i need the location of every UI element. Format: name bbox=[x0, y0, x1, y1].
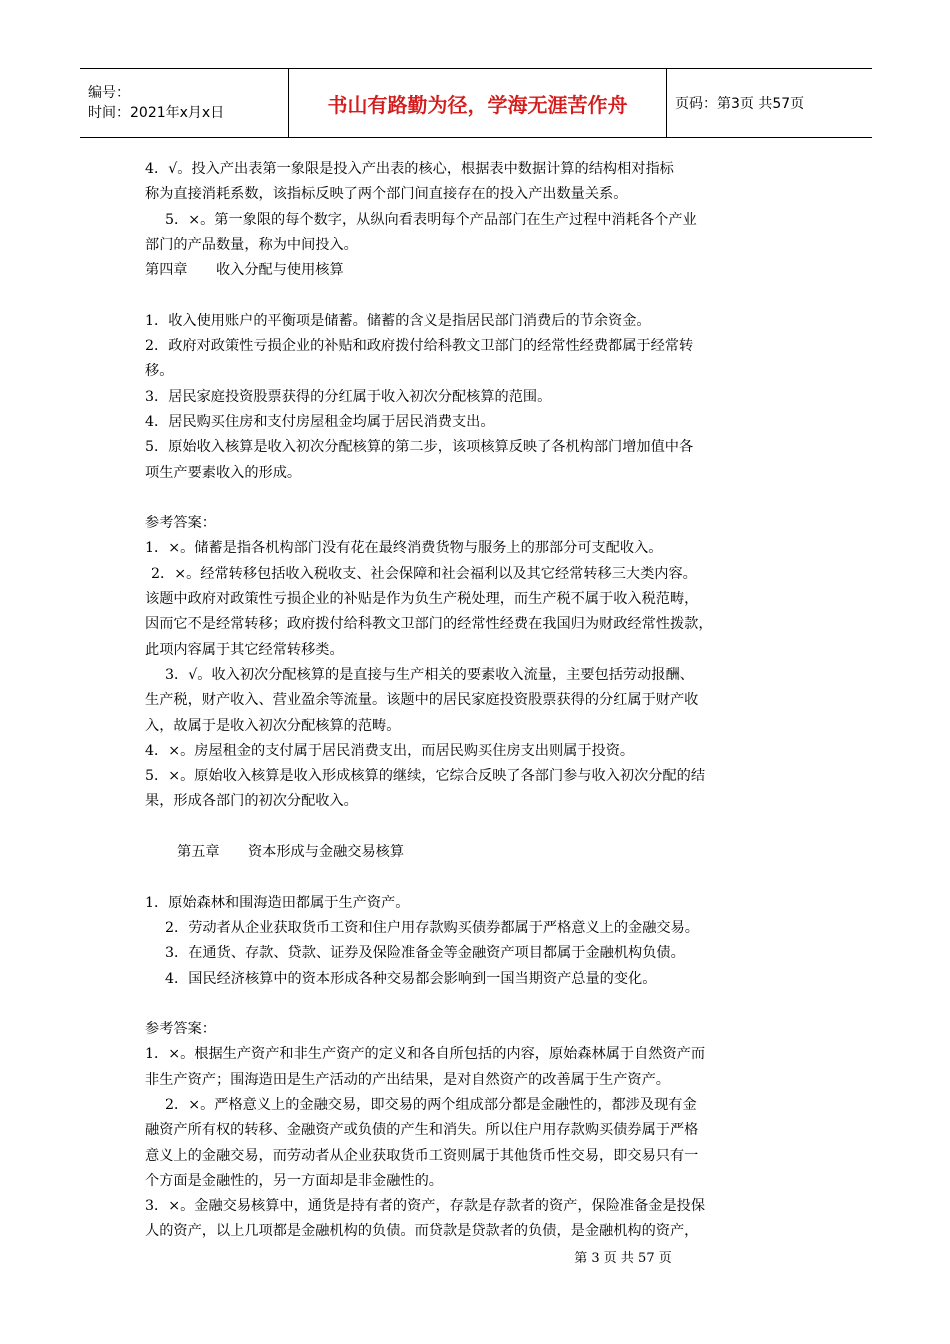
text-line: 第四章 收入分配与使用核算 bbox=[145, 262, 344, 279]
header-number: 编号： bbox=[88, 85, 130, 101]
text-line: 此项内容属于其它经常转移类。 bbox=[145, 641, 344, 658]
text-line: 4．×。房屋租金的支付属于居民消费支出，而居民购买住房支出则属于投资。 bbox=[145, 742, 635, 759]
text-line: 部门的产品数量，称为中间投入。 bbox=[145, 236, 358, 253]
text-line: 参考答案： bbox=[145, 515, 216, 532]
text-line: 5．×。原始收入核算是收入形成核算的继续，它综合反映了各部门参与收入初次分配的结 bbox=[145, 768, 706, 785]
text-line: 2．政府对政策性亏损企业的补贴和政府拨付给科教文卫部门的经常性经费都属于经常转 bbox=[145, 338, 694, 355]
header-page-cell bbox=[667, 69, 804, 137]
text-line: 2．×。严格意义上的金融交易，即交易的两个组成部分都是金融性的，都涉及现有金 bbox=[165, 1096, 697, 1113]
text-line: 果，形成各部门的初次分配收入。 bbox=[145, 793, 358, 810]
page-footer bbox=[0, 1247, 950, 1266]
text-line: 4．国民经济核算中的资本形成各种交易都会影响到一国当期资产总量的变化。 bbox=[165, 970, 657, 987]
text-line: 1．×。根据生产资产和非生产资产的定义和各自所包括的内容，原始森林属于自然资产而 bbox=[145, 1046, 706, 1063]
header-page-number: 页码：第3页 共57页 bbox=[675, 96, 805, 112]
text-line: 3．√。收入初次分配核算的是直接与生产相关的要素收入流量，主要包括劳动报酬、 bbox=[165, 666, 694, 683]
text-line: 4．√。投入产出表第一象限是投入产出表的核心，根据表中数据计算的结构相对指标 bbox=[145, 161, 674, 177]
text-line: 5．原始收入核算是收入初次分配核算的第二步，该项核算反映了各机构部门增加值中各 bbox=[145, 439, 694, 456]
footer-page-number: 第 3 页 共 57 页 bbox=[574, 1251, 672, 1266]
text-line: 人的资产，以上几项都是金融机构的负债。而贷款是贷款者的负债，是金融机构的资产， bbox=[145, 1223, 699, 1240]
text-line: 3．居民家庭投资股票获得的分红属于收入初次分配核算的范围。 bbox=[145, 388, 552, 405]
document-body bbox=[145, 157, 805, 1245]
text-line bbox=[145, 815, 805, 840]
text-line: 个方面是金融性的，另一方面却是非金融性的。 bbox=[145, 1172, 443, 1189]
header-meta bbox=[80, 69, 289, 137]
text-line: 入，故属于是收入初次分配核算的范畴。 bbox=[145, 717, 401, 734]
header-date: 时间：2021年x月x日 bbox=[88, 105, 225, 121]
text-line: 1．×。储蓄是指各机构部门没有花在最终消费货物与服务上的那部分可支配收入。 bbox=[145, 540, 663, 557]
text-line: 3．在通货、存款、贷款、证券及保险准备金等金融资产项目都属于金融机构负债。 bbox=[165, 945, 685, 962]
text-line bbox=[145, 283, 805, 308]
text-line: 5．×。第一象限的每个数字，从纵向看表明每个产品部门在生产过程中消耗各个产业 bbox=[165, 211, 697, 228]
text-line: 1．收入使用账户的平衡项是储蓄。储蓄的含义是指居民部门消费后的节余资金。 bbox=[145, 312, 651, 329]
text-line bbox=[145, 486, 805, 511]
text-line: 项生产要素收入的形成。 bbox=[145, 464, 302, 481]
page-header bbox=[80, 68, 872, 138]
text-line: 移。 bbox=[145, 363, 174, 380]
text-line: 该题中政府对政策性亏损企业的补贴是作为负生产税处理，而生产税不属于收入税范畴， bbox=[145, 591, 699, 608]
header-motto-cell bbox=[289, 69, 667, 137]
text-line: 因而它不是经常转移；政府拨付给科教文卫部门的经常性经费在我国归为财政经常性拨款， bbox=[145, 616, 713, 633]
text-line: 生产税，财产收入、营业盈余等流量。该题中的居民家庭投资股票获得的分红属于财产收 bbox=[145, 692, 699, 709]
text-line bbox=[145, 865, 805, 890]
text-line bbox=[145, 992, 805, 1017]
text-line: 称为直接消耗系数，该指标反映了两个部门间直接存在的投入产出数量关系。 bbox=[145, 186, 628, 203]
text-line: 2．×。经常转移包括收入税收支、社会保障和社会福利以及其它经常转移三大类内容。 bbox=[151, 565, 697, 582]
text-line: 意义上的金融交易，而劳动者从企业获取货币工资则属于其他货币性交易，即交易只有一 bbox=[145, 1147, 699, 1164]
text-line: 4．居民购买住房和支付房屋租金均属于居民消费支出。 bbox=[145, 413, 495, 430]
text-line: 1．原始森林和围海造田都属于生产资产。 bbox=[145, 894, 410, 911]
text-line: 第五章 资本形成与金融交易核算 bbox=[177, 844, 405, 861]
header-motto: 书山有路勤为径，学海无涯苦作舟 bbox=[327, 92, 628, 117]
text-line: 2．劳动者从企业获取货币工资和住户用存款购买债券都属于严格意义上的金融交易。 bbox=[165, 919, 699, 936]
text-line: 3．×。金融交易核算中，通货是持有者的资产，存款是存款者的资产，保险准备金是投保 bbox=[145, 1198, 706, 1215]
text-line: 非生产资产；围海造田是生产活动的产出结果，是对自然资产的改善属于生产资产。 bbox=[145, 1071, 670, 1088]
text-line: 融资产所有权的转移、金融资产或负债的产生和消失。所以住户用存款购买债券属于严格 bbox=[145, 1122, 699, 1139]
text-line: 参考答案： bbox=[145, 1021, 216, 1038]
